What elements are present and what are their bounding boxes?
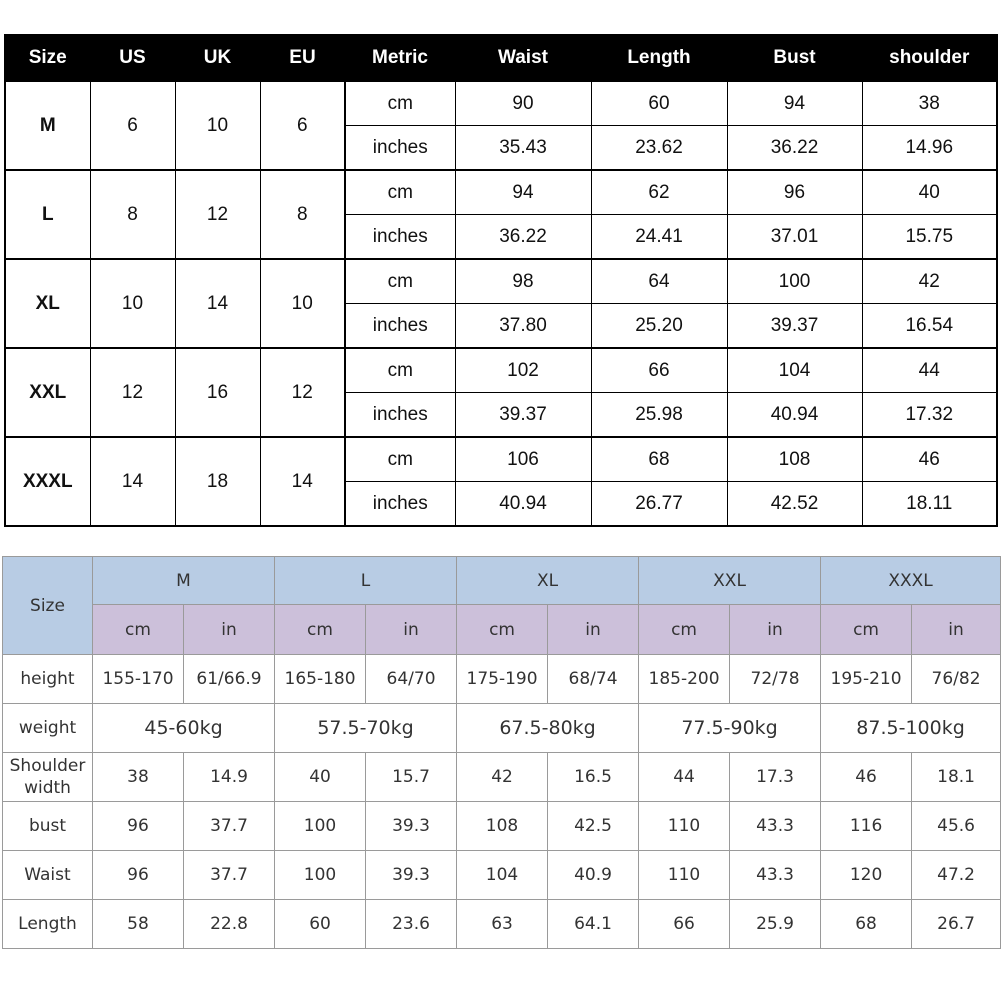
bust-cell: 108 bbox=[457, 802, 548, 851]
shoulder-cell: 44 bbox=[639, 753, 730, 802]
unit-in-header: in bbox=[366, 605, 457, 655]
shoulder-cell: 42 bbox=[457, 753, 548, 802]
length-cell: 23.62 bbox=[591, 126, 727, 171]
us-cell: 12 bbox=[90, 348, 175, 437]
shoulder-cell: 16.5 bbox=[548, 753, 639, 802]
length-cell: 25.98 bbox=[591, 393, 727, 438]
bust-cell: 42.52 bbox=[727, 482, 862, 527]
bust-cell: 36.22 bbox=[727, 126, 862, 171]
length-cell: 25.9 bbox=[730, 900, 821, 949]
metric-cell: inches bbox=[345, 304, 455, 349]
length-cell: 26.7 bbox=[912, 900, 1001, 949]
length-cell: 62 bbox=[591, 170, 727, 215]
row-label-shoulder: Shoulder bbox=[9, 756, 86, 776]
length-cell: 66 bbox=[591, 348, 727, 393]
length-cell: 24.41 bbox=[591, 215, 727, 260]
uk-cell: 14 bbox=[175, 259, 260, 348]
shoulder-cell: 42 bbox=[862, 259, 997, 304]
row-label-bust: bust bbox=[3, 802, 93, 851]
waist-cell: 37.80 bbox=[455, 304, 591, 349]
weight-cell: 77.5-90kg bbox=[639, 704, 821, 753]
length-row bbox=[3, 900, 1001, 949]
height-cell: 64/70 bbox=[366, 655, 457, 704]
size-xl-header: XL bbox=[457, 557, 639, 605]
table2-size-header-row bbox=[3, 557, 1001, 605]
uk-cell: 18 bbox=[175, 437, 260, 526]
waist-row bbox=[3, 851, 1001, 900]
metric-cell: cm bbox=[345, 259, 455, 304]
length-cell: 58 bbox=[93, 900, 184, 949]
height-cell: 155-170 bbox=[93, 655, 184, 704]
waist-cell: 94 bbox=[455, 170, 591, 215]
length-cell: 63 bbox=[457, 900, 548, 949]
col-header-us: US bbox=[90, 35, 175, 81]
us-cell: 8 bbox=[90, 170, 175, 259]
shoulder-cell: 38 bbox=[93, 753, 184, 802]
table-row bbox=[5, 81, 997, 126]
weight-cell: 45-60kg bbox=[93, 704, 275, 753]
height-cell: 68/74 bbox=[548, 655, 639, 704]
waist-cell: 120 bbox=[821, 851, 912, 900]
waist-cell: 110 bbox=[639, 851, 730, 900]
unit-cm-header: cm bbox=[93, 605, 184, 655]
eu-cell: 6 bbox=[260, 81, 345, 170]
table2-unit-header-row bbox=[3, 605, 1001, 655]
size-cell: XXL bbox=[5, 348, 90, 437]
weight-cell: 87.5-100kg bbox=[821, 704, 1001, 753]
table-row bbox=[5, 259, 997, 304]
length-cell: 64.1 bbox=[548, 900, 639, 949]
size-xxxl-header: XXXL bbox=[821, 557, 1001, 605]
length-cell: 23.6 bbox=[366, 900, 457, 949]
row-label-shoulder-width bbox=[3, 753, 93, 802]
length-cell: 22.8 bbox=[184, 900, 275, 949]
shoulder-cell: 17.32 bbox=[862, 393, 997, 438]
waist-cell: 43.3 bbox=[730, 851, 821, 900]
height-cell: 72/78 bbox=[730, 655, 821, 704]
height-cell: 195-210 bbox=[821, 655, 912, 704]
bust-cell: 45.6 bbox=[912, 802, 1001, 851]
metric-cell: inches bbox=[345, 126, 455, 171]
unit-cm-header: cm bbox=[457, 605, 548, 655]
bust-cell: 37.01 bbox=[727, 215, 862, 260]
eu-cell: 8 bbox=[260, 170, 345, 259]
height-cell: 76/82 bbox=[912, 655, 1001, 704]
size-header: Size bbox=[3, 557, 93, 655]
shoulder-cell: 44 bbox=[862, 348, 997, 393]
length-cell: 60 bbox=[275, 900, 366, 949]
metric-cell: inches bbox=[345, 393, 455, 438]
us-cell: 14 bbox=[90, 437, 175, 526]
bust-cell: 96 bbox=[727, 170, 862, 215]
bust-cell: 110 bbox=[639, 802, 730, 851]
bust-cell: 37.7 bbox=[184, 802, 275, 851]
size-cell: XL bbox=[5, 259, 90, 348]
col-header-metric: Metric bbox=[345, 35, 455, 81]
bust-cell: 108 bbox=[727, 437, 862, 482]
waist-cell: 39.37 bbox=[455, 393, 591, 438]
height-cell: 165-180 bbox=[275, 655, 366, 704]
table1-header-row bbox=[5, 35, 997, 81]
shoulder-cell: 18.11 bbox=[862, 482, 997, 527]
col-header-uk: UK bbox=[175, 35, 260, 81]
row-label-waist: Waist bbox=[3, 851, 93, 900]
bust-cell: 96 bbox=[93, 802, 184, 851]
bust-cell: 43.3 bbox=[730, 802, 821, 851]
size-cell: L bbox=[5, 170, 90, 259]
bust-cell: 40.94 bbox=[727, 393, 862, 438]
col-header-eu: EU bbox=[260, 35, 345, 81]
length-cell: 25.20 bbox=[591, 304, 727, 349]
eu-cell: 12 bbox=[260, 348, 345, 437]
shoulder-cell: 46 bbox=[862, 437, 997, 482]
weight-cell: 67.5-80kg bbox=[457, 704, 639, 753]
unit-cm-header: cm bbox=[275, 605, 366, 655]
waist-cell: 40.94 bbox=[455, 482, 591, 527]
waist-cell: 37.7 bbox=[184, 851, 275, 900]
table-row bbox=[5, 348, 997, 393]
waist-cell: 98 bbox=[455, 259, 591, 304]
row-label-weight: weight bbox=[3, 704, 93, 753]
eu-cell: 10 bbox=[260, 259, 345, 348]
col-header-bust: Bust bbox=[727, 35, 862, 81]
unit-in-header: in bbox=[912, 605, 1001, 655]
bust-cell: 100 bbox=[275, 802, 366, 851]
waist-cell: 36.22 bbox=[455, 215, 591, 260]
shoulder-cell: 14.96 bbox=[862, 126, 997, 171]
waist-cell: 100 bbox=[275, 851, 366, 900]
us-cell: 6 bbox=[90, 81, 175, 170]
size-l-header: L bbox=[275, 557, 457, 605]
shoulder-cell: 40 bbox=[862, 170, 997, 215]
unit-in-header: in bbox=[548, 605, 639, 655]
shoulder-cell: 14.9 bbox=[184, 753, 275, 802]
col-header-length: Length bbox=[591, 35, 727, 81]
shoulder-cell: 15.7 bbox=[366, 753, 457, 802]
waist-cell: 40.9 bbox=[548, 851, 639, 900]
waist-cell: 106 bbox=[455, 437, 591, 482]
unit-cm-header: cm bbox=[639, 605, 730, 655]
size-m-header: M bbox=[93, 557, 275, 605]
col-header-shoulder: shoulder bbox=[862, 35, 997, 81]
shoulder-cell: 40 bbox=[275, 753, 366, 802]
height-cell: 61/66.9 bbox=[184, 655, 275, 704]
table-row bbox=[5, 170, 997, 215]
uk-cell: 12 bbox=[175, 170, 260, 259]
waist-cell: 102 bbox=[455, 348, 591, 393]
length-cell: 66 bbox=[639, 900, 730, 949]
weight-cell: 57.5-70kg bbox=[275, 704, 457, 753]
uk-cell: 10 bbox=[175, 81, 260, 170]
length-cell: 60 bbox=[591, 81, 727, 126]
bust-cell: 39.37 bbox=[727, 304, 862, 349]
bust-row bbox=[3, 802, 1001, 851]
unit-in-header: in bbox=[730, 605, 821, 655]
bust-cell: 42.5 bbox=[548, 802, 639, 851]
length-cell: 68 bbox=[821, 900, 912, 949]
unit-cm-header: cm bbox=[821, 605, 912, 655]
shoulder-row bbox=[3, 753, 1001, 802]
eu-cell: 14 bbox=[260, 437, 345, 526]
length-cell: 68 bbox=[591, 437, 727, 482]
bust-cell: 116 bbox=[821, 802, 912, 851]
metric-cell: cm bbox=[345, 81, 455, 126]
bust-cell: 39.3 bbox=[366, 802, 457, 851]
size-cell: M bbox=[5, 81, 90, 170]
waist-cell: 35.43 bbox=[455, 126, 591, 171]
metric-cell: inches bbox=[345, 215, 455, 260]
col-header-waist: Waist bbox=[455, 35, 591, 81]
uk-cell: 16 bbox=[175, 348, 260, 437]
shoulder-cell: 15.75 bbox=[862, 215, 997, 260]
shoulder-cell: 46 bbox=[821, 753, 912, 802]
unit-in-header: in bbox=[184, 605, 275, 655]
shoulder-cell: 17.3 bbox=[730, 753, 821, 802]
row-label-width: width bbox=[24, 778, 71, 798]
size-chart-table-1 bbox=[4, 34, 998, 527]
length-cell: 64 bbox=[591, 259, 727, 304]
row-label-height: height bbox=[3, 655, 93, 704]
height-cell: 175-190 bbox=[457, 655, 548, 704]
bust-cell: 94 bbox=[727, 81, 862, 126]
shoulder-cell: 18.1 bbox=[912, 753, 1001, 802]
height-cell: 185-200 bbox=[639, 655, 730, 704]
size-cell: XXXL bbox=[5, 437, 90, 526]
metric-cell: cm bbox=[345, 437, 455, 482]
metric-cell: cm bbox=[345, 348, 455, 393]
metric-cell: cm bbox=[345, 170, 455, 215]
col-header-size: Size bbox=[5, 35, 90, 81]
size-xxl-header: XXL bbox=[639, 557, 821, 605]
bust-cell: 104 bbox=[727, 348, 862, 393]
waist-cell: 90 bbox=[455, 81, 591, 126]
waist-cell: 104 bbox=[457, 851, 548, 900]
height-row bbox=[3, 655, 1001, 704]
weight-row bbox=[3, 704, 1001, 753]
length-cell: 26.77 bbox=[591, 482, 727, 527]
bust-cell: 100 bbox=[727, 259, 862, 304]
size-chart-table-2 bbox=[2, 556, 1001, 949]
us-cell: 10 bbox=[90, 259, 175, 348]
metric-cell: inches bbox=[345, 482, 455, 527]
shoulder-cell: 38 bbox=[862, 81, 997, 126]
shoulder-cell: 16.54 bbox=[862, 304, 997, 349]
row-label-length: Length bbox=[3, 900, 93, 949]
waist-cell: 96 bbox=[93, 851, 184, 900]
table-row bbox=[5, 437, 997, 482]
waist-cell: 47.2 bbox=[912, 851, 1001, 900]
waist-cell: 39.3 bbox=[366, 851, 457, 900]
